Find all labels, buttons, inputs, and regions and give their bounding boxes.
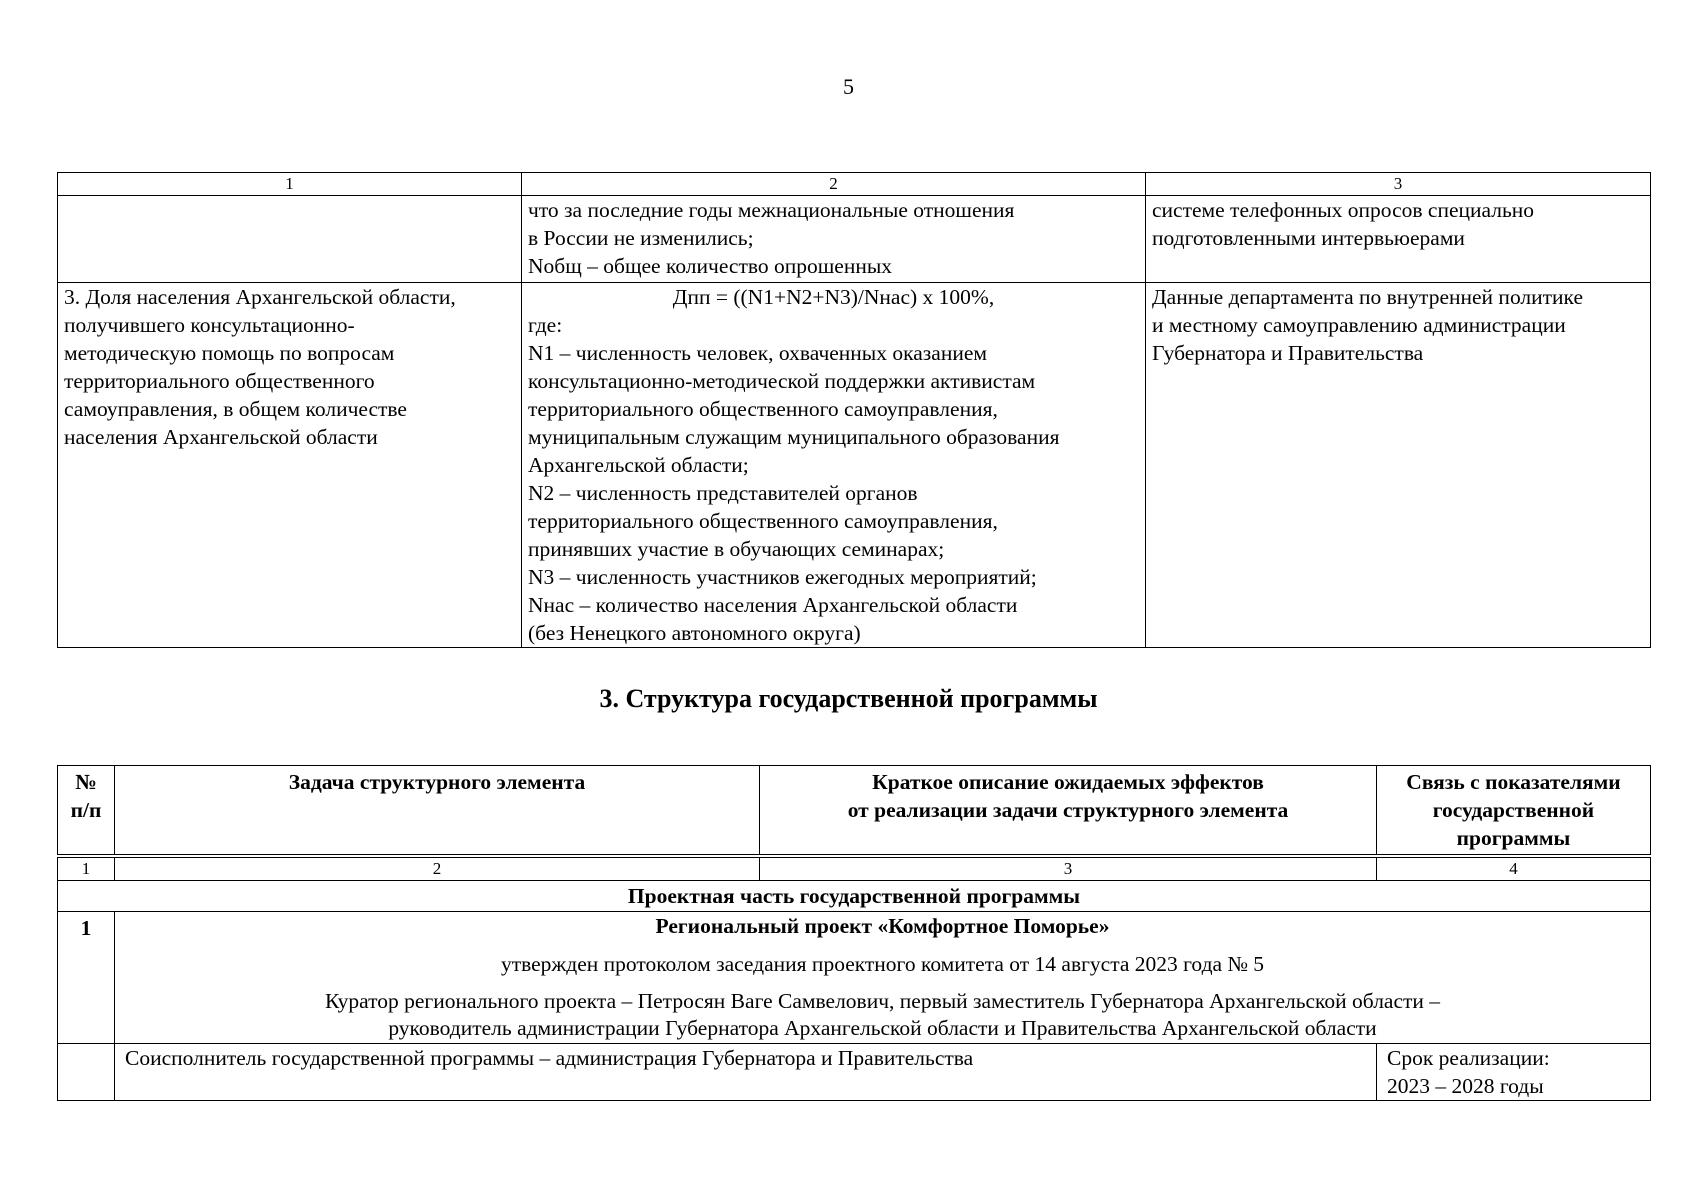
column-number: 2	[522, 173, 1146, 196]
data-source-cell	[1146, 196, 1651, 283]
column-number: 3	[1146, 173, 1651, 196]
indicator-row-3	[58, 283, 1651, 648]
indicator-name-cell	[58, 283, 522, 648]
text-line: муниципальным служащим муниципального образования	[528, 425, 1060, 449]
header-link	[1377, 766, 1651, 857]
text-line: подготовленными интервьюерами	[1152, 226, 1465, 250]
text-line: Срок реализации:	[1387, 1046, 1550, 1070]
text-line: (без Ненецкого автономного округа)	[528, 621, 861, 645]
text-line: территориального общественного самоуправления,	[528, 509, 998, 533]
project-cell	[115, 912, 1651, 1044]
text-line: территориального общественного самоуправления,	[528, 397, 998, 421]
text-line: Данные департамента по внутренней политике	[1152, 285, 1583, 309]
text-line: Nобщ – общее количество опрошенных	[528, 254, 893, 278]
text-line: населения Архангельской области	[64, 425, 378, 449]
text-line: где:	[528, 313, 563, 337]
project-curator	[121, 988, 1644, 1042]
header-row	[58, 766, 1651, 857]
section-title-row	[58, 881, 1651, 912]
text-line: территориального общественного	[64, 369, 375, 393]
text-line: методическую помощь по вопросам	[64, 341, 395, 365]
text-line: принявших участие в обучающих семинарах;	[528, 537, 945, 561]
project-row	[58, 912, 1651, 1044]
text-line: Губернатора и Правительства	[1152, 341, 1424, 365]
project-number: 1	[58, 912, 115, 1044]
text-line: N2 – численность представителей органов	[528, 481, 918, 505]
text-line: Архангельской области;	[528, 453, 749, 477]
text-line: 3. Доля населения Архангельской области,	[64, 285, 456, 309]
text-line: и местному самоуправлению администрации	[1152, 313, 1566, 337]
text-line: Nнас – количество населения Архангельской области	[528, 593, 1018, 617]
calculation-method-cell	[522, 283, 1146, 648]
header-line: программы	[1456, 826, 1571, 850]
header-number	[58, 766, 115, 857]
column-number: 1	[58, 173, 522, 196]
column-number-row	[58, 173, 1651, 196]
section-heading: 3. Структура государственной программы	[599, 684, 1098, 713]
data-source-cell	[1146, 283, 1651, 648]
text-line: N3 – численность участников ежегодных мероприятий;	[528, 565, 1037, 589]
coexecutor-row	[58, 1044, 1651, 1101]
text-line: N1 – численность человек, охваченных оказанием	[528, 341, 987, 365]
header-line: Краткое описание ожидаемых эффектов	[872, 770, 1264, 794]
structure-table	[57, 765, 1651, 1101]
implementation-term	[1377, 1044, 1651, 1101]
calculation-method-cell	[522, 196, 1146, 283]
header-effects	[760, 766, 1377, 857]
header-line: п/п	[70, 798, 102, 822]
header-line: от реализации задачи структурного элемента	[847, 798, 1289, 822]
column-number-row	[58, 856, 1651, 881]
formula: Дпп = ((N1+N2+N3)/Nнас) х 100%,	[672, 285, 995, 309]
column-number: 4	[1377, 856, 1651, 881]
text-line: консультационно-методической поддержки активистам	[528, 369, 1036, 393]
text-line: системе телефонных опросов специально	[1152, 198, 1535, 222]
continued-row	[58, 196, 1651, 283]
text-line: получившего консультационно-	[64, 313, 355, 337]
project-approved: утвержден протоколом заседания проектного комитета от 14 августа 2023 года № 5	[500, 952, 1265, 976]
indicator-name-cell	[58, 196, 522, 283]
empty-cell	[58, 1044, 115, 1101]
header-line: №	[75, 770, 97, 794]
column-number: 3	[760, 856, 1377, 881]
text-line: что за последние годы межнациональные отношения	[528, 198, 1015, 222]
column-number: 1	[58, 856, 115, 881]
coexecutor: Соисполнитель государственной программы – администрация Губернатора и Правительства	[115, 1044, 1377, 1101]
text-line: руководитель администрации Губернатора Архангельской области и Правительства Архангельской области	[388, 1016, 1377, 1040]
text-line: самоуправления, в общем количестве	[64, 397, 407, 421]
project-title: Региональный проект «Комфортное Поморье»	[655, 914, 1110, 938]
column-number: 2	[115, 856, 760, 881]
text-line: Куратор регионального проекта – Петросян Ваге Самвелович, первый заместитель Губернатора Архангельской области –	[324, 989, 1441, 1013]
section-title: Проектная часть государственной программы	[58, 881, 1651, 912]
header-line: Связь с показателями	[1406, 770, 1621, 794]
header-line: государственной	[1432, 798, 1595, 822]
indicator-table	[57, 172, 1651, 648]
text-line: 2023 – 2028 годы	[1387, 1074, 1544, 1098]
page-number: 5	[843, 74, 854, 99]
header-task: Задача структурного элемента	[115, 766, 760, 857]
text-line: в России не изменились;	[528, 226, 754, 250]
